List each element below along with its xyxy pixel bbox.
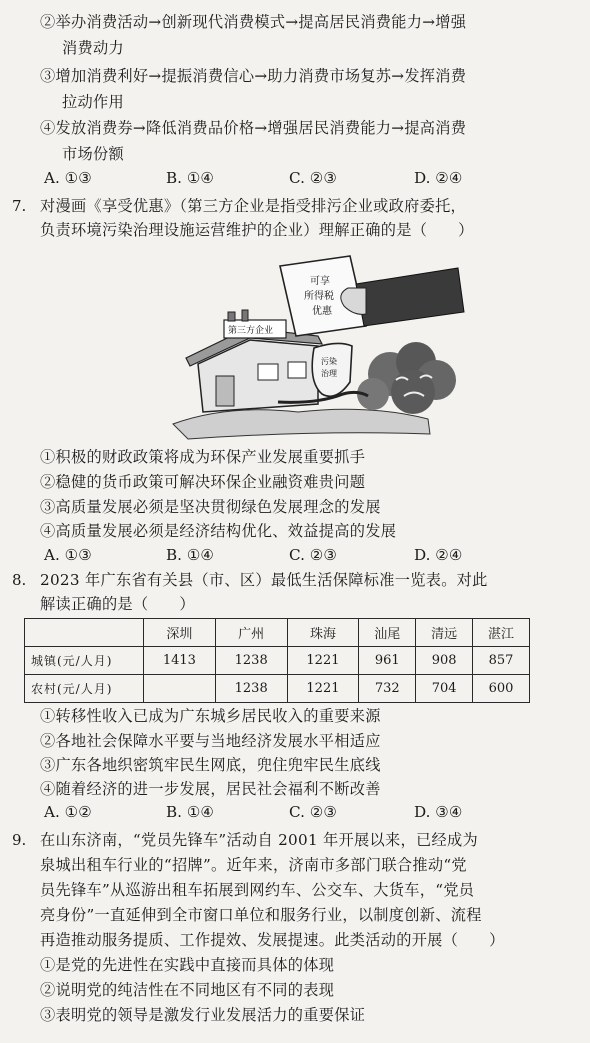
q8-choice-b[interactable]: B. ①④ — [166, 803, 215, 821]
table-cell: 732 — [359, 675, 416, 703]
table-row — [25, 675, 530, 703]
q9-stem-line2: 泉城出租车行业的“招牌”。近年来，济南市多部门联合推动“党 — [40, 856, 467, 874]
q9-stem-line1: 在山东济南，“党员先锋车”活动自 2001 年开展以来，已经成为 — [40, 831, 478, 849]
q7-option-1: ①积极的财政政策将成为环保产业发展重要抓手 — [40, 448, 366, 466]
q9-stem-line3: 员先锋车”从巡游出租车拓展到网约车、公交车、大货车，“党员 — [40, 881, 475, 899]
q9-number: 9. — [12, 831, 27, 849]
q7-stem-line1: 对漫画《享受优惠》（第三方企业是指受排污企业或政府委托， — [40, 197, 467, 215]
q7-number: 7. — [12, 197, 27, 215]
q6-choice-d[interactable]: D. ②④ — [414, 169, 463, 187]
q6-option-2-line1: ②举办消费活动→创新现代消费模式→提高居民消费能力→增强 — [40, 13, 467, 31]
q8-stem-line2: 解读正确的是（ ） — [40, 595, 195, 613]
cartoon-enjoy-discount — [168, 254, 468, 446]
table-header-cell: 清远 — [416, 619, 473, 647]
table-header-cell: 湛江 — [473, 619, 530, 647]
q6-option-4-line1: ④发放消费券→降低消费品价格→增强居民消费能力→提高消费 — [40, 119, 467, 137]
q8-option-4: ④随着经济的进一步发展，居民社会福利不断改善 — [40, 780, 381, 798]
table-cell: 961 — [359, 647, 416, 675]
table-row — [25, 647, 530, 675]
table-cell: 1221 — [287, 675, 359, 703]
table-cell: 704 — [416, 675, 473, 703]
q6-choice-a[interactable]: A. ①③ — [44, 169, 92, 187]
q6-option-3-line2: 拉动作用 — [62, 93, 124, 111]
shield-text-2: 治理 — [321, 369, 337, 378]
q8-choice-d[interactable]: D. ③④ — [414, 803, 463, 821]
q8-option-2: ②各地社会保障水平要与当地经济发展水平相适应 — [40, 732, 381, 750]
q9-stem-line4: 亮身份”一直延伸到全市窗口单位和服务行业，以制度创新、流程 — [40, 906, 482, 924]
table-row-label: 城镇(元/人月) — [25, 647, 144, 675]
q9-option-2: ②说明党的纯洁性在不同地区有不同的表现 — [40, 981, 335, 999]
living-allowance-table — [24, 618, 530, 703]
sign-text-3: 优惠 — [312, 306, 332, 317]
q7-choice-c[interactable]: C. ②③ — [289, 546, 337, 564]
q7-option-3: ③高质量发展必须是坚决贯彻绿色发展理念的发展 — [40, 498, 381, 516]
q8-option-1: ①转移性收入已成为广东城乡居民收入的重要来源 — [40, 707, 381, 725]
table-header-cell: 深圳 — [144, 619, 216, 647]
table-cell: 857 — [473, 647, 530, 675]
table-header-cell: 广州 — [215, 619, 287, 647]
q6-option-4-line2: 市场份额 — [62, 145, 124, 163]
building-label: 第三方企业 — [228, 326, 274, 336]
table-cell: 908 — [416, 647, 473, 675]
table-cell: 600 — [473, 675, 530, 703]
shield-icon — [312, 343, 352, 396]
table-cell: 1221 — [287, 647, 359, 675]
q7-choice-a[interactable]: A. ①③ — [44, 546, 92, 564]
q8-choices — [44, 802, 544, 822]
table-cell — [144, 675, 216, 703]
table-cell: 1413 — [144, 647, 216, 675]
q6-choices — [44, 168, 544, 188]
q8-choice-a[interactable]: A. ①② — [44, 803, 92, 821]
q8-stem-line1: 2023 年广东省有关县（市、区）最低生活保障标准一览表。对此 — [40, 571, 488, 589]
q7-choice-b[interactable]: B. ①④ — [166, 546, 215, 564]
table-row-label: 农村(元/人月) — [25, 675, 144, 703]
q7-choice-d[interactable]: D. ②④ — [414, 546, 463, 564]
table-cell: 1238 — [215, 647, 287, 675]
table-header-cell: 汕尾 — [359, 619, 416, 647]
sign-text-2: 所得税 — [304, 291, 334, 302]
pollution-cloud-icon — [357, 342, 456, 414]
shield-text-1: 污染 — [321, 357, 337, 366]
q7-option-2: ②稳健的货币政策可解决环保企业融资难贵问题 — [40, 473, 366, 491]
q6-option-2-line2: 消费动力 — [62, 39, 124, 57]
table-header-row — [25, 619, 530, 647]
q8-number: 8. — [12, 571, 27, 589]
q7-choices — [44, 545, 544, 565]
sign-text-1: 可享 — [310, 276, 330, 287]
q8-choice-c[interactable]: C. ②③ — [289, 803, 337, 821]
table-cell: 1238 — [215, 675, 287, 703]
q6-choice-c[interactable]: C. ②③ — [289, 169, 337, 187]
table-header-cell: 珠海 — [287, 619, 359, 647]
q7-stem-line2: 负责环境污染治理设施运营维护的企业）理解正确的是（ ） — [40, 221, 474, 239]
q8-option-3: ③广东各地织密筑牢民生网底，兜住兜牢民生底线 — [40, 756, 381, 774]
table-corner-cell — [25, 619, 144, 647]
q9-stem-line5: 再造推动服务提质、工作提效、发展提速。此类活动的开展（ ） — [40, 931, 505, 949]
q7-option-4: ④高质量发展必须是经济结构优化、效益提高的发展 — [40, 522, 397, 540]
q6-option-3-line1: ③增加消费利好→提振消费信心→助力消费市场复苏→发挥消费 — [40, 67, 467, 85]
q9-option-3: ③表明党的领导是激发行业发展活力的重要保证 — [40, 1006, 366, 1024]
q9-option-1: ①是党的先进性在实践中直接而具体的体现 — [40, 956, 335, 974]
q6-choice-b[interactable]: B. ①④ — [166, 169, 215, 187]
